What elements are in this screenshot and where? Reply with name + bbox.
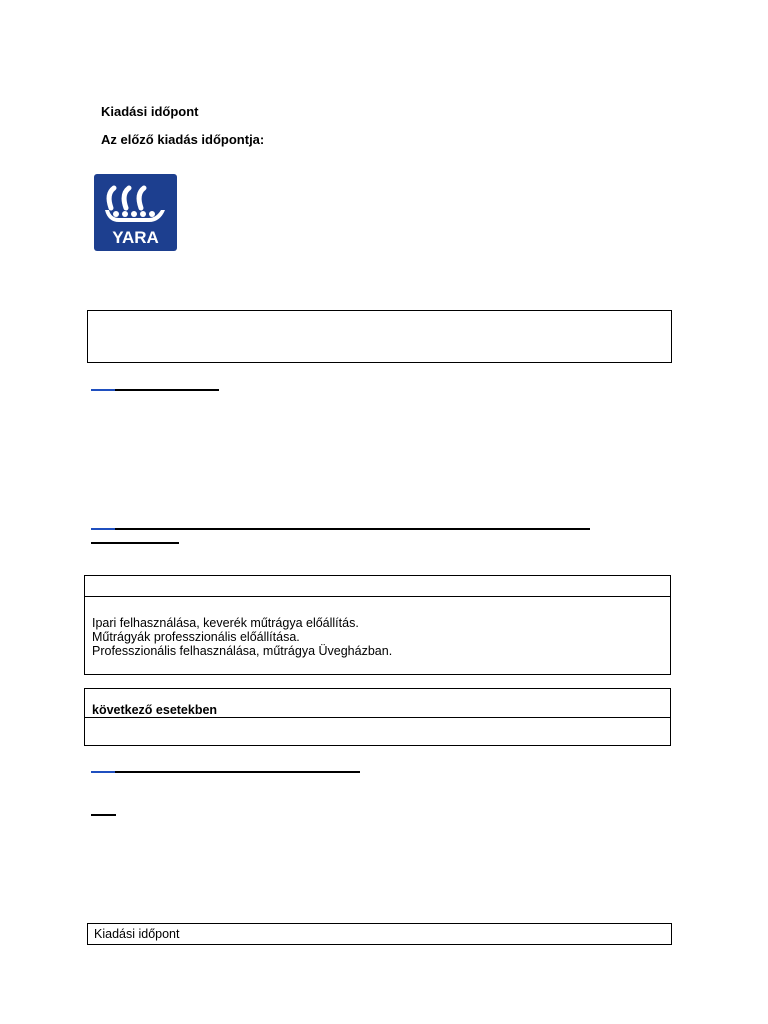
section-heading-underline	[91, 542, 179, 544]
section-link-underline[interactable]	[91, 771, 115, 773]
use-line: Professzionális felhasználása, műtrágya Üvegházban.	[92, 644, 393, 658]
identification-box	[87, 310, 672, 363]
table-divider	[85, 596, 670, 597]
conditions-label: következő esetekben	[92, 703, 218, 717]
table-divider	[85, 717, 670, 718]
conditions-box	[84, 688, 671, 746]
section-heading-underline	[115, 771, 360, 773]
use-line: Ipari felhasználása, keverék műtrágya előállítás.	[92, 616, 359, 630]
identified-uses-box	[84, 575, 671, 675]
section-heading-underline	[115, 528, 590, 530]
footer-box	[87, 923, 672, 945]
release-date-heading: Kiadási időpont	[101, 104, 199, 119]
identified-uses-list	[92, 616, 392, 658]
section-heading-underline	[91, 814, 116, 816]
section-link-underline[interactable]	[91, 528, 115, 530]
section-heading-underline	[115, 389, 219, 391]
previous-release-heading: Az előző kiadás időpontja:	[101, 132, 265, 147]
use-line: Műtrágyák professzionális előállítása.	[92, 630, 300, 644]
yara-logo	[94, 174, 177, 251]
section-link-underline[interactable]	[91, 389, 115, 391]
footer-release-date-label: Kiadási időpont	[94, 927, 180, 941]
logo-wordmark: YARA	[112, 228, 159, 247]
